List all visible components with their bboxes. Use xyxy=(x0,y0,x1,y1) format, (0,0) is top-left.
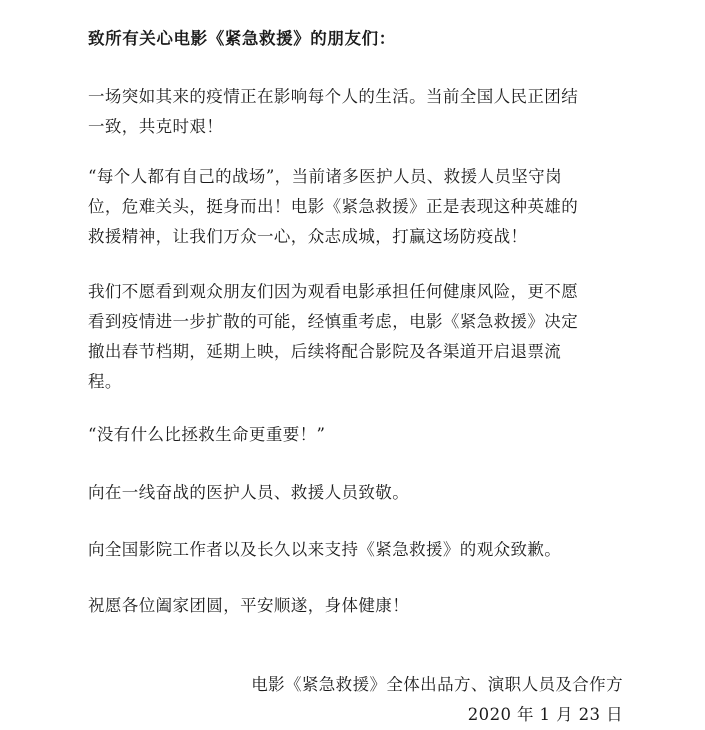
paragraph-line: 向全国影院工作者以及长久以来支持《紧急救援》的观众致歉。 xyxy=(88,540,562,559)
paragraph-2 xyxy=(88,162,648,252)
paragraph-line: 我们不愿看到观众朋友们因为观看电影承担任何健康风险，更不愿 xyxy=(88,282,579,301)
paragraph-4 xyxy=(88,420,648,450)
paragraph-line: 一场突如其来的疫情正在影响每个人的生活。当前全国人民正团结 xyxy=(88,87,579,106)
paragraph-7 xyxy=(88,591,648,621)
paragraph-1 xyxy=(88,82,648,142)
signature-issuer: 电影《紧急救援》全体出品方、演职人员及合作方 xyxy=(251,675,623,694)
paragraph-line: “没有什么比拯救生命更重要！” xyxy=(88,425,326,444)
paragraph-line: 程。 xyxy=(88,372,122,391)
signature-date: 2020 年 1 月 23 日 xyxy=(467,705,623,724)
paragraph-line: 一致，共克时艰！ xyxy=(88,117,224,136)
paragraph-5 xyxy=(88,478,648,508)
paragraph-line: 看到疫情进一步扩散的可能，经慎重考虑，电影《紧急救援》决定 xyxy=(88,312,579,331)
paragraph-line: 向在一线奋战的医护人员、救援人员致敬。 xyxy=(88,483,410,502)
paragraph-line: “每个人都有自己的战场”，当前诸多医护人员、救援人员坚守岗 xyxy=(88,167,562,186)
paragraph-3 xyxy=(88,277,648,397)
paragraph-line: 祝愿各位阖家团圆，平安顺遂，身体健康！ xyxy=(88,596,410,615)
salutation: 致所有关心电影《紧急救援》的朋友们： xyxy=(88,29,396,48)
paragraph-line: 位，危难关头，挺身而出！电影《紧急救援》正是表现这种英雄的 xyxy=(88,197,579,216)
paragraph-6 xyxy=(88,535,648,565)
paragraph-line: 撤出春节档期，延期上映，后续将配合影院及各渠道开启退票流 xyxy=(88,342,562,361)
signature-block xyxy=(251,670,623,730)
paragraph-line: 救援精神，让我们万众一心，众志成城，打赢这场防疫战！ xyxy=(88,227,528,246)
